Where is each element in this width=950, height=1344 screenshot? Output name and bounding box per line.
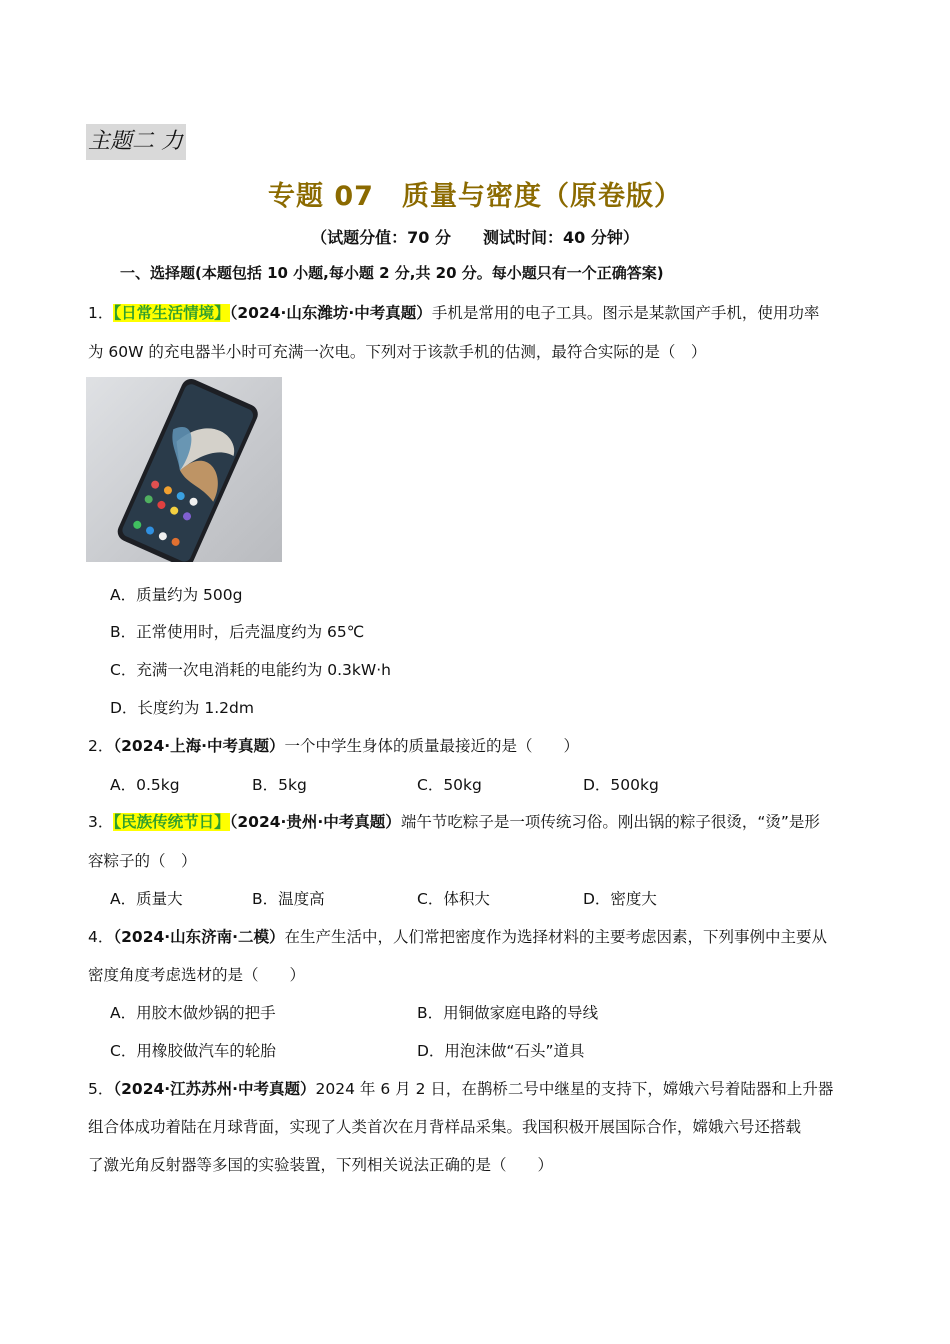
question-text: 2024 年 6 月 2 日，在鹊桥二号中继星的支持下，嫦娥六号着陆器和上升器 [315,1080,834,1098]
question-3-line-1 [88,810,820,832]
exam-meta: （试题分值：70 分 测试时间：40 分钟） [311,228,639,247]
section-heading: 一、选择题(本题包括 10 小题,每小题 2 分,共 20 分。每小题只有一个正确答案) [120,264,664,282]
option-a: A．质量约为 500g [110,586,243,604]
question-tag: 【民族传统节日】 [113,813,230,831]
question-2-line-1 [88,734,579,756]
option-b: B．用铜做家庭电路的导线 [417,1004,599,1022]
option-a: A．质量大 [110,890,183,908]
question-4-line-1 [88,925,827,947]
option-d: D．用泡沫做“石头”道具 [417,1042,585,1060]
question-tag: 【日常生活情境】 [113,304,230,322]
question-source: （2024·山东潍坊·中考真题） [229,304,432,322]
topic-label: 主题二 力 [86,124,186,160]
question-3-line-2: 容粽子的（ ） [88,852,197,870]
option-c: C．50kg [417,776,482,794]
option-a: A．0.5kg [110,776,180,794]
question-source: （2024·贵州·中考真题） [229,813,401,831]
question-text: 端午节吃粽子是一项传统习俗。刚出锅的粽子很烫，“烫”是形 [400,813,820,831]
phone-image [86,377,282,562]
option-d: D．500kg [583,776,659,794]
question-1-line-2: 为 60W 的充电器半小时可充满一次电。下列对于该款手机的估测，最符合实际的是（ ） [88,343,707,361]
question-5-line-3: 了激光角反射器等多国的实验装置，下列相关说法正确的是（ ） [88,1156,554,1174]
question-number: 1． [88,304,114,322]
question-source: （2024·江苏苏州·中考真题） [113,1080,316,1098]
question-4-line-2: 密度角度考虑选材的是（ ） [88,966,306,984]
question-number: 4． [88,928,114,946]
option-b: B．正常使用时，后壳温度约为 65℃ [110,623,365,641]
option-b: B．5kg [252,776,307,794]
option-c: C．用橡胶做汽车的轮胎 [110,1042,276,1060]
question-text: 一个中学生身体的质量最接近的是（ ） [284,737,580,755]
option-c: C．充满一次电消耗的电能约为 0.3kW·h [110,661,391,679]
option-d: D．密度大 [583,890,657,908]
question-number: 5． [88,1080,114,1098]
question-5-line-1 [88,1077,833,1099]
question-1-line-1 [88,301,819,323]
question-text: 在生产生活中，人们常把密度作为选择材料的主要考虑因素，下列事例中主要从 [284,928,828,946]
option-c: C．体积大 [417,890,490,908]
page-title: 专题 07 质量与密度（原卷版） [268,181,682,212]
question-number: 3． [88,813,114,831]
question-source: （2024·山东济南·二模） [113,928,285,946]
question-number: 2． [88,737,114,755]
option-d: D．长度约为 1.2dm [110,699,254,717]
option-b: B．温度高 [252,890,325,908]
question-text: 手机是常用的电子工具。图示是某款国产手机，使用功率 [431,304,820,322]
option-a: A．用胶木做炒锅的把手 [110,1004,276,1022]
question-source: （2024·上海·中考真题） [113,737,285,755]
phone-photo [86,377,282,562]
question-5-line-2: 组合体成功着陆在月球背面，实现了人类首次在月背样品采集。我国积极开展国际合作，嫦娥六号还搭载 [88,1118,802,1136]
